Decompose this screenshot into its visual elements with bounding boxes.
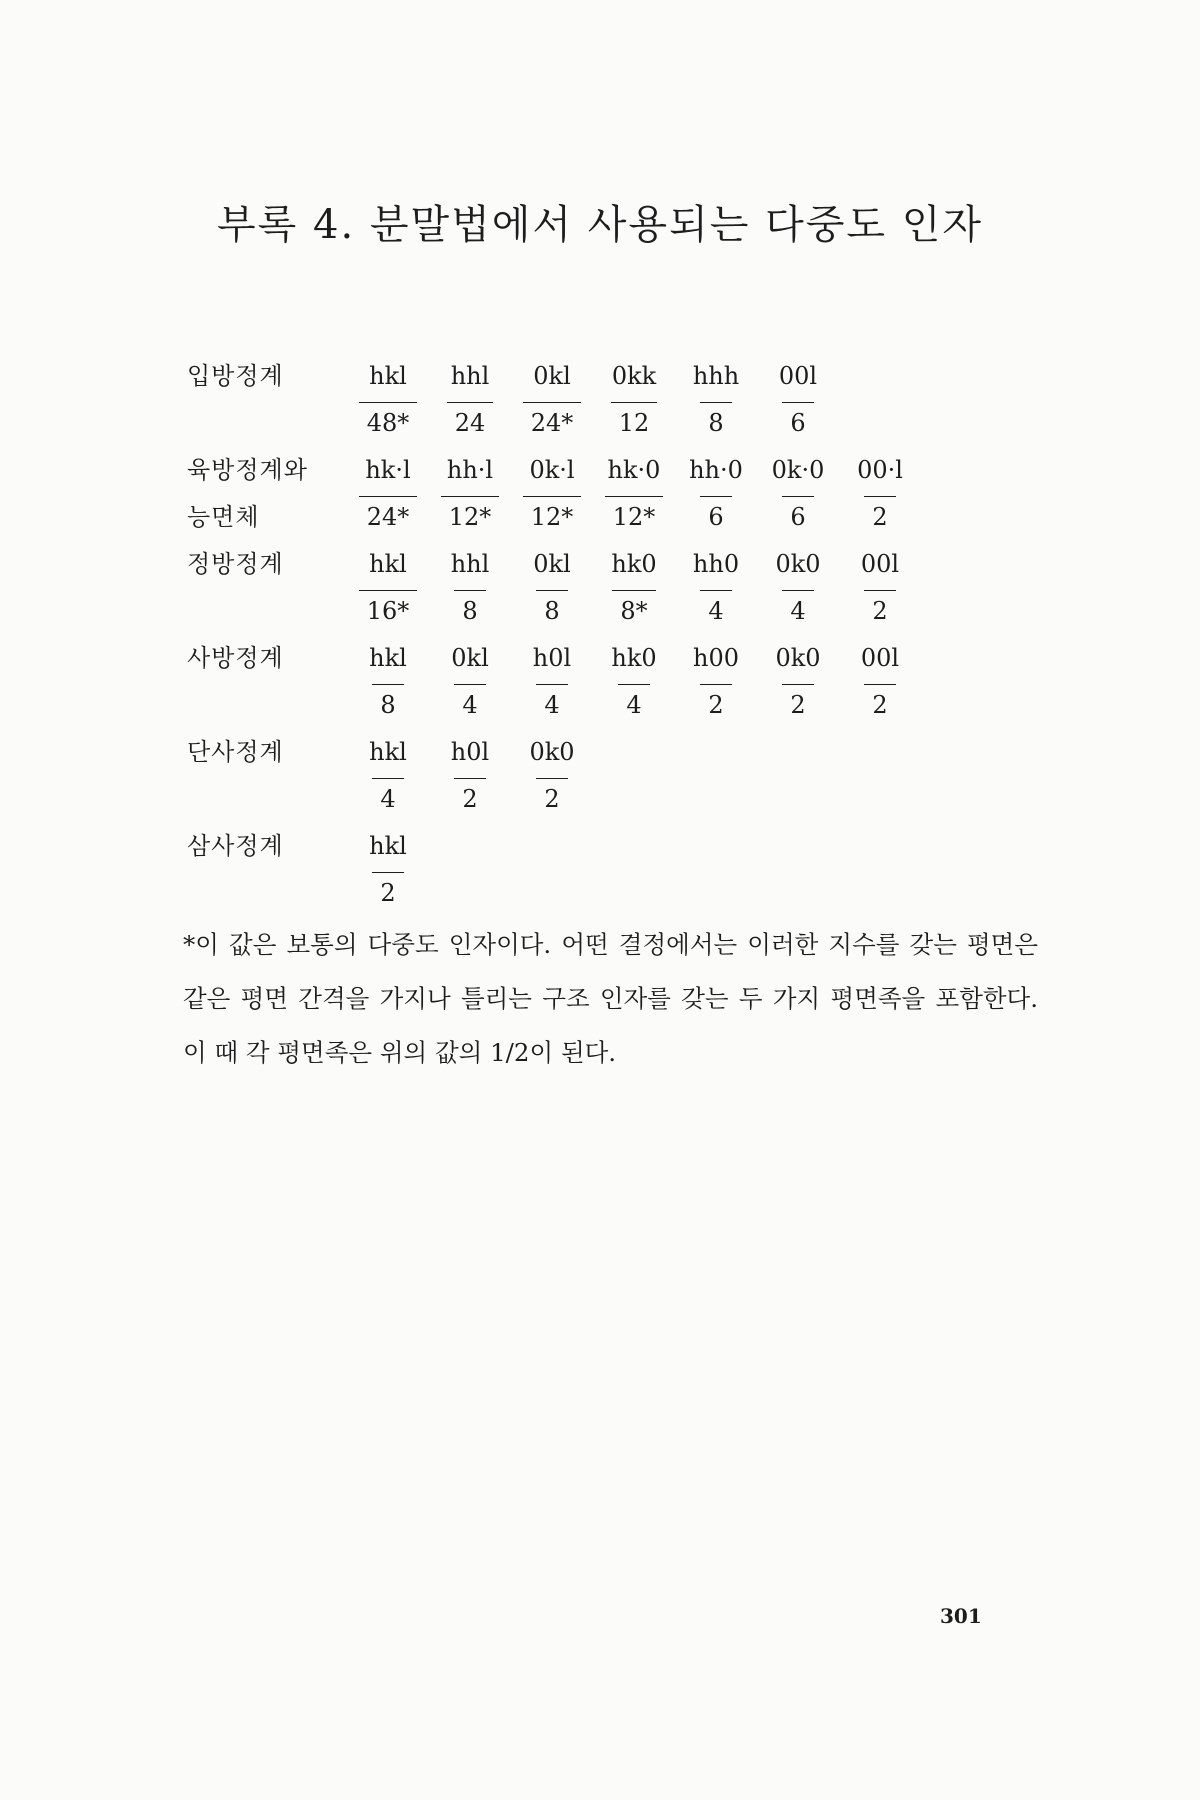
indices-row xyxy=(187,634,1047,682)
multiplicity-cell xyxy=(511,588,593,634)
multiplicity-value: 4 xyxy=(536,684,567,719)
multiplicity-value: 2 xyxy=(864,496,895,531)
miller-index: h0l xyxy=(450,738,490,766)
indices-row xyxy=(187,728,1047,776)
multiplicity-cell xyxy=(511,682,593,728)
multiplicity-value: 6 xyxy=(700,496,731,531)
multiplicity-cell xyxy=(839,588,921,634)
footnote: *이 값은 보통의 다중도 인자이다. 어떤 결정에서는 이러한 지수를 갖는 평면은 같은 평면 간격을 가지나 틀리는 구조 인자를 갖는 두 가지 평면족을 포함한다. 이 때 각 평면족은 위의 값의 1/2이 된다. xyxy=(183,930,1038,1067)
miller-index: hh·0 xyxy=(689,456,743,484)
miller-index: hk0 xyxy=(611,644,657,672)
crystal-system-block xyxy=(187,446,1047,540)
multiplicity-value: 2 xyxy=(782,684,813,719)
miller-index: hk·0 xyxy=(607,456,661,484)
miller-index: h00 xyxy=(693,644,739,672)
page-number: 301 xyxy=(940,1604,982,1628)
multiplicity-value: 12* xyxy=(441,496,500,531)
multiplicity-cell xyxy=(839,494,921,540)
miller-index: 0k0 xyxy=(775,644,821,672)
system-label: 정방정계 xyxy=(187,550,284,578)
miller-index: hhh xyxy=(692,362,740,390)
multiplicity-value: 24* xyxy=(359,496,418,531)
multiplicity-cell xyxy=(675,682,757,728)
multiplicity-value: 8* xyxy=(612,590,655,625)
system-label-continued xyxy=(187,400,347,446)
multiplicity-cell xyxy=(757,494,839,540)
miller-index: 00l xyxy=(778,362,818,390)
multiplicity-cell xyxy=(593,588,675,634)
multiplicity-value: 2 xyxy=(372,872,403,907)
multiplicity-value: 12* xyxy=(605,496,664,531)
multiplicity-cell xyxy=(757,682,839,728)
miller-index: hk·l xyxy=(365,456,411,484)
multiplicity-cell xyxy=(757,400,839,446)
crystal-system-block xyxy=(187,822,1047,916)
crystal-system-block xyxy=(187,540,1047,634)
multiplicity-value: 8 xyxy=(372,684,403,719)
miller-index: 0kl xyxy=(451,644,489,672)
system-label: 삼사정계 xyxy=(187,832,284,860)
crystal-system-block xyxy=(187,352,1047,446)
multiplicity-cell xyxy=(593,400,675,446)
multiplicity-cell xyxy=(511,494,593,540)
multiplicity-value: 8 xyxy=(700,402,731,437)
miller-index: hh0 xyxy=(692,550,740,578)
multiplicity-value: 6 xyxy=(782,402,813,437)
multiplicity-value: 4 xyxy=(454,684,485,719)
multiplicity-value: 4 xyxy=(700,590,731,625)
multiplicity-value: 24 xyxy=(447,402,494,437)
system-label: 육방정계와 xyxy=(187,456,308,484)
multiplicity-cell xyxy=(429,494,511,540)
multiplicity-cell xyxy=(347,494,429,540)
multiplicity-table xyxy=(187,352,1047,916)
miller-index: 00l xyxy=(860,550,900,578)
multiplicity-value: 48* xyxy=(359,402,418,437)
miller-index: 0k·l xyxy=(529,456,575,484)
system-label-continued xyxy=(187,588,347,634)
multiplicity-row xyxy=(187,400,1047,446)
miller-index: 0k0 xyxy=(529,738,575,766)
system-label: 단사정계 xyxy=(187,738,284,766)
multiplicity-cell xyxy=(675,588,757,634)
miller-index: 0kl xyxy=(533,362,571,390)
multiplicity-value: 2 xyxy=(864,590,895,625)
page-title: 부록 4. 분말법에서 사용되는 다중도 인자 xyxy=(217,202,983,248)
multiplicity-value: 16* xyxy=(359,590,418,625)
multiplicity-cell xyxy=(593,494,675,540)
multiplicity-value: 8 xyxy=(454,590,485,625)
multiplicity-row xyxy=(187,588,1047,634)
multiplicity-value: 24* xyxy=(523,402,582,437)
miller-index: hhl xyxy=(450,362,490,390)
multiplicity-row xyxy=(187,682,1047,728)
multiplicity-value: 2 xyxy=(700,684,731,719)
system-label: 사방정계 xyxy=(187,644,284,672)
crystal-system-block xyxy=(187,634,1047,728)
multiplicity-cell xyxy=(511,776,593,822)
indices-row xyxy=(187,822,1047,870)
indices-row xyxy=(187,352,1047,400)
multiplicity-cell xyxy=(511,400,593,446)
multiplicity-cell xyxy=(839,682,921,728)
system-label-continued xyxy=(187,776,347,822)
multiplicity-cell xyxy=(347,588,429,634)
multiplicity-cell xyxy=(347,400,429,446)
multiplicity-cell xyxy=(429,588,511,634)
multiplicity-cell xyxy=(429,682,511,728)
miller-index: 0k0 xyxy=(775,550,821,578)
miller-index: hkl xyxy=(369,550,407,578)
multiplicity-row xyxy=(187,494,1047,540)
multiplicity-cell xyxy=(675,400,757,446)
multiplicity-value: 2 xyxy=(536,778,567,813)
crystal-system-block xyxy=(187,728,1047,822)
multiplicity-cell xyxy=(347,870,429,916)
miller-index: hk0 xyxy=(611,550,657,578)
miller-index: hkl xyxy=(369,738,407,766)
multiplicity-value: 12 xyxy=(611,402,658,437)
miller-index: h0l xyxy=(532,644,572,672)
multiplicity-cell xyxy=(429,776,511,822)
miller-index: 0k·0 xyxy=(771,456,825,484)
multiplicity-row xyxy=(187,776,1047,822)
multiplicity-value: 12* xyxy=(523,496,582,531)
multiplicity-value: 4 xyxy=(618,684,649,719)
system-label-continued xyxy=(187,682,347,728)
multiplicity-value: 4 xyxy=(372,778,403,813)
multiplicity-cell xyxy=(347,682,429,728)
miller-index: 0kk xyxy=(611,362,657,390)
miller-index: hkl xyxy=(369,644,407,672)
multiplicity-cell xyxy=(593,682,675,728)
miller-index: hh·l xyxy=(446,456,494,484)
indices-row xyxy=(187,540,1047,588)
miller-index: hkl xyxy=(369,832,407,860)
multiplicity-row xyxy=(187,870,1047,916)
multiplicity-cell xyxy=(675,494,757,540)
indices-row xyxy=(187,446,1047,494)
multiplicity-value: 2 xyxy=(864,684,895,719)
system-label-continued xyxy=(187,870,347,916)
system-label: 입방정계 xyxy=(187,362,284,390)
miller-index: 0kl xyxy=(533,550,571,578)
miller-index: hhl xyxy=(450,550,490,578)
multiplicity-cell xyxy=(429,400,511,446)
multiplicity-value: 8 xyxy=(536,590,567,625)
miller-index: 00l xyxy=(860,644,900,672)
miller-index: hkl xyxy=(369,362,407,390)
multiplicity-value: 6 xyxy=(782,496,813,531)
system-label-continued: 능면체 xyxy=(187,503,260,531)
multiplicity-value: 4 xyxy=(782,590,813,625)
multiplicity-cell xyxy=(757,588,839,634)
multiplicity-value: 2 xyxy=(454,778,485,813)
multiplicity-cell xyxy=(347,776,429,822)
miller-index: 00·l xyxy=(857,456,903,484)
